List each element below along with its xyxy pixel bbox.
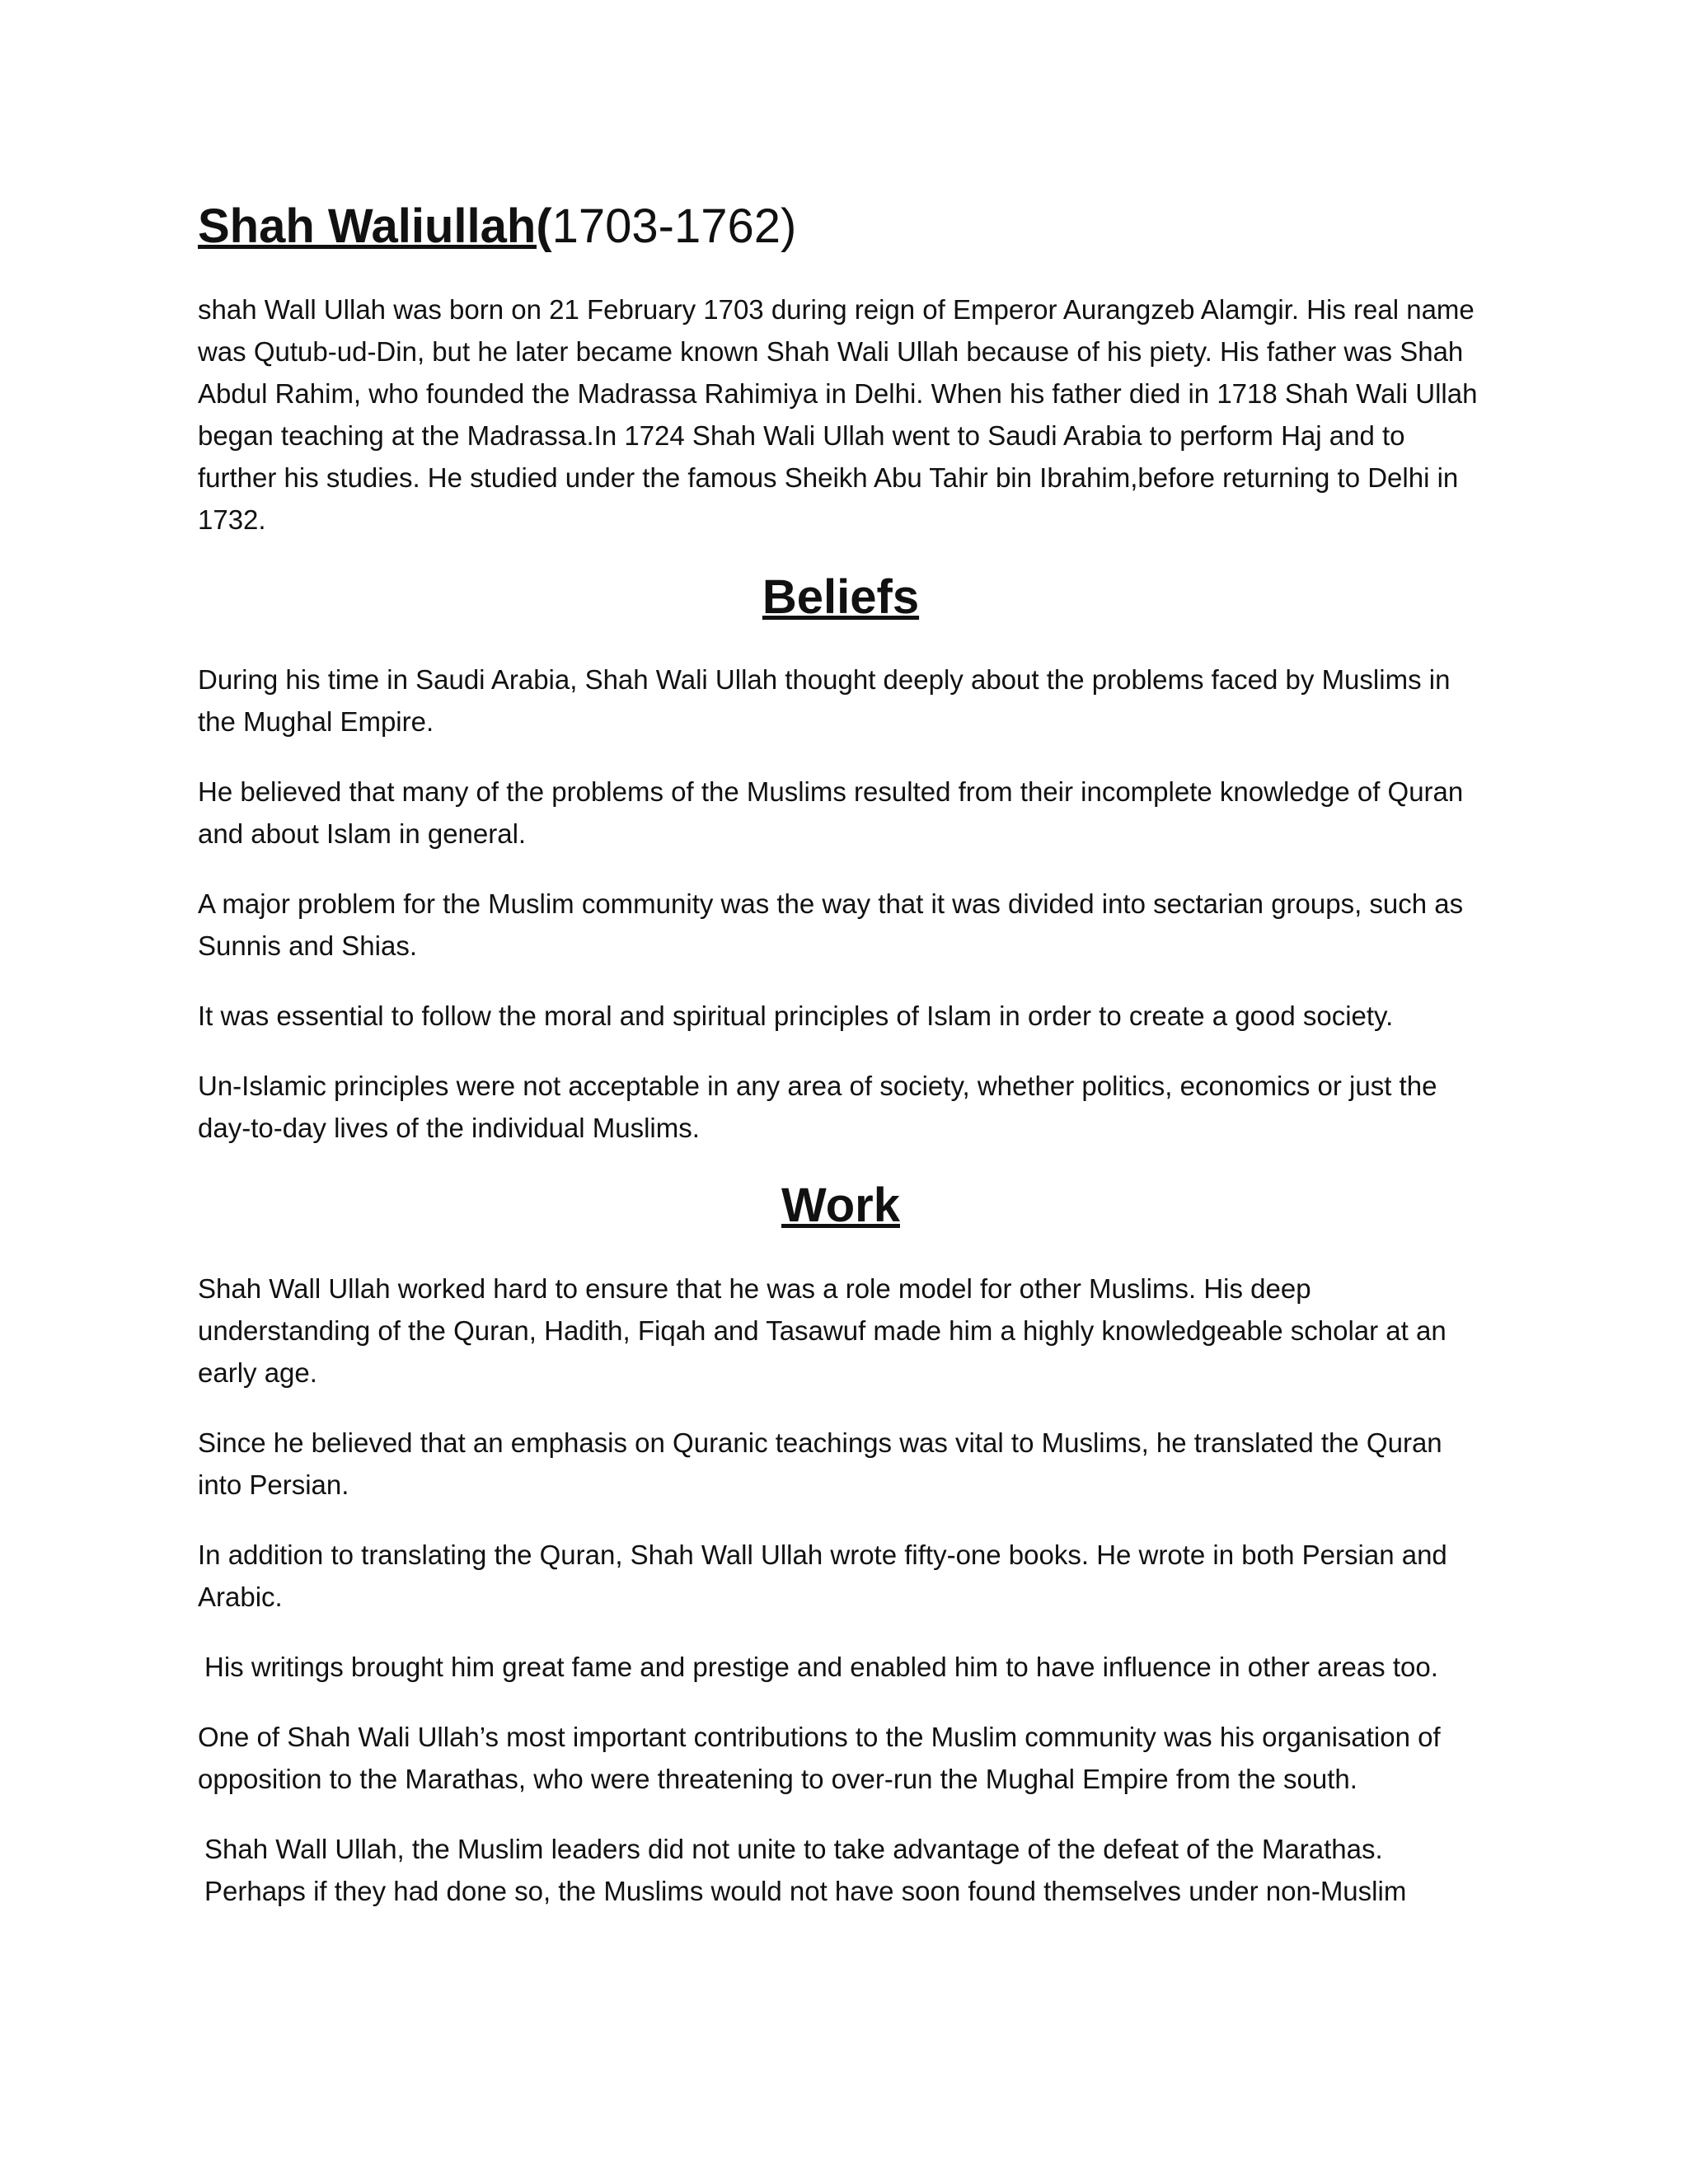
work-paragraph-2: Since he believed that an emphasis on Quranic teachings was vital to Muslims, he translated the Quran into Persian.: [198, 1427, 1442, 1500]
document-page: [198, 198, 1484, 1940]
beliefs-paragraph-1: During his time in Saudi Arabia, Shah Wali Ullah thought deeply about the problems faced by Muslims in the Mughal Empire.: [198, 664, 1451, 738]
work-heading: Work: [781, 1179, 900, 1233]
title-name: Shah Waliullah(: [198, 199, 552, 253]
work-paragraph-6: Shah Wall Ullah, the Muslim leaders did not unite to take advantage of the defeat of the Marathas. Perhaps if they had done so, the Muslims would not have soon found themselves under non-Muslim: [204, 1833, 1407, 1906]
beliefs-heading: Beliefs: [762, 569, 920, 624]
work-paragraph-3: In addition to translating the Quran, Shah Wall Ullah wrote fifty-one books. He wrote in both Persian and Arabic.: [198, 1539, 1447, 1612]
beliefs-paragraph-4: It was essential to follow the moral and spiritual principles of Islam in order to create a good society.: [198, 1001, 1394, 1032]
beliefs-paragraph-2: He believed that many of the problems of the Muslims resulted from their incomplete knowledge of Quran and about Islam in general.: [198, 776, 1464, 850]
work-paragraph-5: One of Shah Wali Ullah’s most important contributions to the Muslim community was his organisation of opposition to the Marathas, who were threatening to over-run the Mughal Empire from the south.: [198, 1721, 1441, 1794]
beliefs-paragraph-5: Un-Islamic principles were not acceptable in any area of society, whether politics, economics or just the day-to-day lives of the individual Muslims.: [198, 1071, 1437, 1144]
intro-paragraph: shah Wall Ullah was born on 21 February 1703 during reign of Emperor Aurangzeb Alamgir. His real name was Qutub-ud-Din, but he later became known Shah Wali Ullah because of his piety. His father was Shah Abdul Rahim, who founded the Madrassa Rahimiya in Delhi. When his father died in 1718 Shah Wali Ullah began teaching at the Madrassa.In 1724 Shah Wali Ullah went to Saudi Arabia to perform Haj and to further his studies. He studied under the famous Sheikh Abu Tahir bin Ibrahim,before returning to Delhi in 1732.: [198, 293, 1478, 535]
beliefs-paragraph-3: A major problem for the Muslim community was the way that it was divided into sectarian groups, such as Sunnis and Shias.: [198, 888, 1464, 962]
work-paragraph-4: His writings brought him great fame and prestige and enabled him to have influence in other areas too.: [204, 1651, 1438, 1682]
page-title: [198, 198, 1484, 255]
work-paragraph-1: Shah Wall Ullah worked hard to ensure that he was a role model for other Muslims. His deep understanding of the Quran, Hadith, Fiqah and Tasawuf made him a highly knowledgeable scholar at an early age.: [198, 1272, 1447, 1388]
title-dates: 1703-1762): [551, 199, 797, 253]
